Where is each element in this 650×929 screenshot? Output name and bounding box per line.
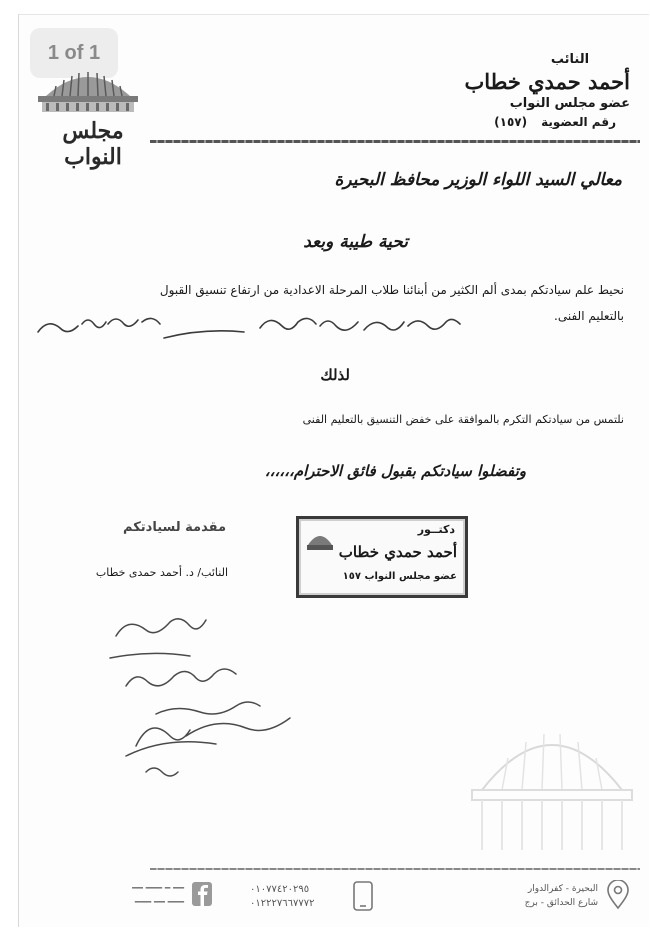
- footer-social: [80, 878, 214, 918]
- phone-1: ٠١٠٧٧٤٢٠٢٩٥: [250, 884, 310, 895]
- stamp-name: أحمد حمدي خطاب: [338, 543, 457, 561]
- social-line-2: ━━━ ━━ ━━━: [134, 898, 184, 908]
- social-line-1: ━━ ━ ━━━ ━━: [132, 884, 184, 894]
- handwritten-note: [30, 302, 470, 352]
- handwritten-annotations: [96, 596, 356, 786]
- greeting: تحية طيبة وبعد: [303, 232, 408, 252]
- footer-phones: [250, 878, 380, 918]
- signatory-name: النائب/ د. أحمد حمدى خطاب: [95, 566, 228, 579]
- stamp-dome-icon: [305, 525, 335, 555]
- body-line-1: نحيط علم سيادتكم بمدى ألم الكثير من أبنائنا طلاب المرحلة الاعدادية من ارتفاع تنسيق القبول: [159, 283, 624, 297]
- deputy-role: النائب: [550, 52, 590, 67]
- presented-by: مقدمة لسيادتكم: [123, 520, 226, 535]
- request-line: نلتمس من سيادتكم التكرم بالموافقة على خفض التنسيق بالتعليم الفنى: [302, 413, 624, 426]
- header-divider: [150, 140, 640, 143]
- footer-address: [420, 878, 630, 918]
- letterhead-deputy: [430, 52, 630, 129]
- closing-line: وتفضلوا سيادتكم بقبول فائق الاحترام،،،،،،: [264, 462, 526, 480]
- stamp-title: دكتــور: [417, 523, 455, 536]
- official-stamp: [296, 516, 468, 598]
- membership-row: [430, 115, 630, 129]
- deputy-member-title: عضو مجلس النواب: [509, 96, 630, 111]
- page-indicator: 1 of 1: [30, 28, 118, 78]
- facebook-icon: [190, 880, 214, 908]
- stamp-member: عضو مجلس النواب ١٥٧: [342, 571, 457, 582]
- address-line-2: شارع الحدائق - برج: [524, 898, 598, 908]
- dome-watermark: [462, 700, 642, 860]
- body-line-2: بالتعليم الفنى.: [554, 309, 624, 323]
- address-line-1: البحيرة - كفرالدوار: [527, 884, 598, 894]
- logo-text: مجلس النواب: [62, 118, 124, 170]
- membership-number: (١٥٧): [494, 115, 528, 129]
- footer-divider: [150, 868, 640, 870]
- phone-icon: [352, 880, 374, 912]
- location-pin-icon: [606, 880, 630, 910]
- membership-label: رقم العضوية: [541, 115, 616, 129]
- phone-2: ٠١٢٢٢٧٦٦٧٧٧٢: [250, 898, 315, 909]
- conjunction: لذلك: [320, 366, 350, 384]
- addressee: معالي السيد اللواء الوزير محافظ البحيرة: [334, 170, 622, 190]
- deputy-name: أحمد حمدي خطاب: [464, 69, 630, 94]
